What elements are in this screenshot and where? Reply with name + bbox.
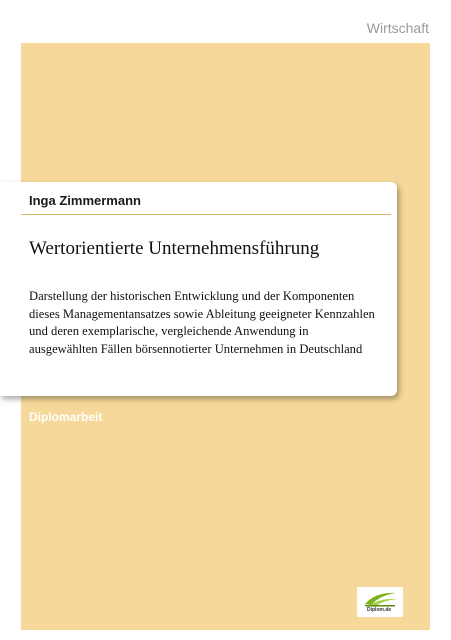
- book-title: Wertorientierte Unternehmensführung: [29, 238, 320, 259]
- subtitle-line: ausgewählten Fällen börsennotierter Unternehmen in Deutschland: [29, 341, 363, 356]
- author-name: Inga Zimmermann: [29, 193, 141, 208]
- book-swoosh-logo-icon: [361, 590, 399, 608]
- publisher-name: Diplom.de: [367, 607, 392, 613]
- book-subtitle: [29, 288, 399, 358]
- subtitle-line: und deren exemplarische, vergleichende Anwendung in: [29, 324, 309, 338]
- publisher-logo: [357, 587, 403, 617]
- subtitle-line: Darstellung der historischen Entwicklung und der Komponenten: [29, 289, 355, 303]
- category-label: Wirtschaft: [366, 20, 429, 36]
- document-type-label: Diplomarbeit: [29, 410, 103, 424]
- subtitle-line: dieses Managementansatzes sowie Ableitung geeigneter Kennzahlen: [29, 306, 375, 321]
- divider: [21, 214, 391, 215]
